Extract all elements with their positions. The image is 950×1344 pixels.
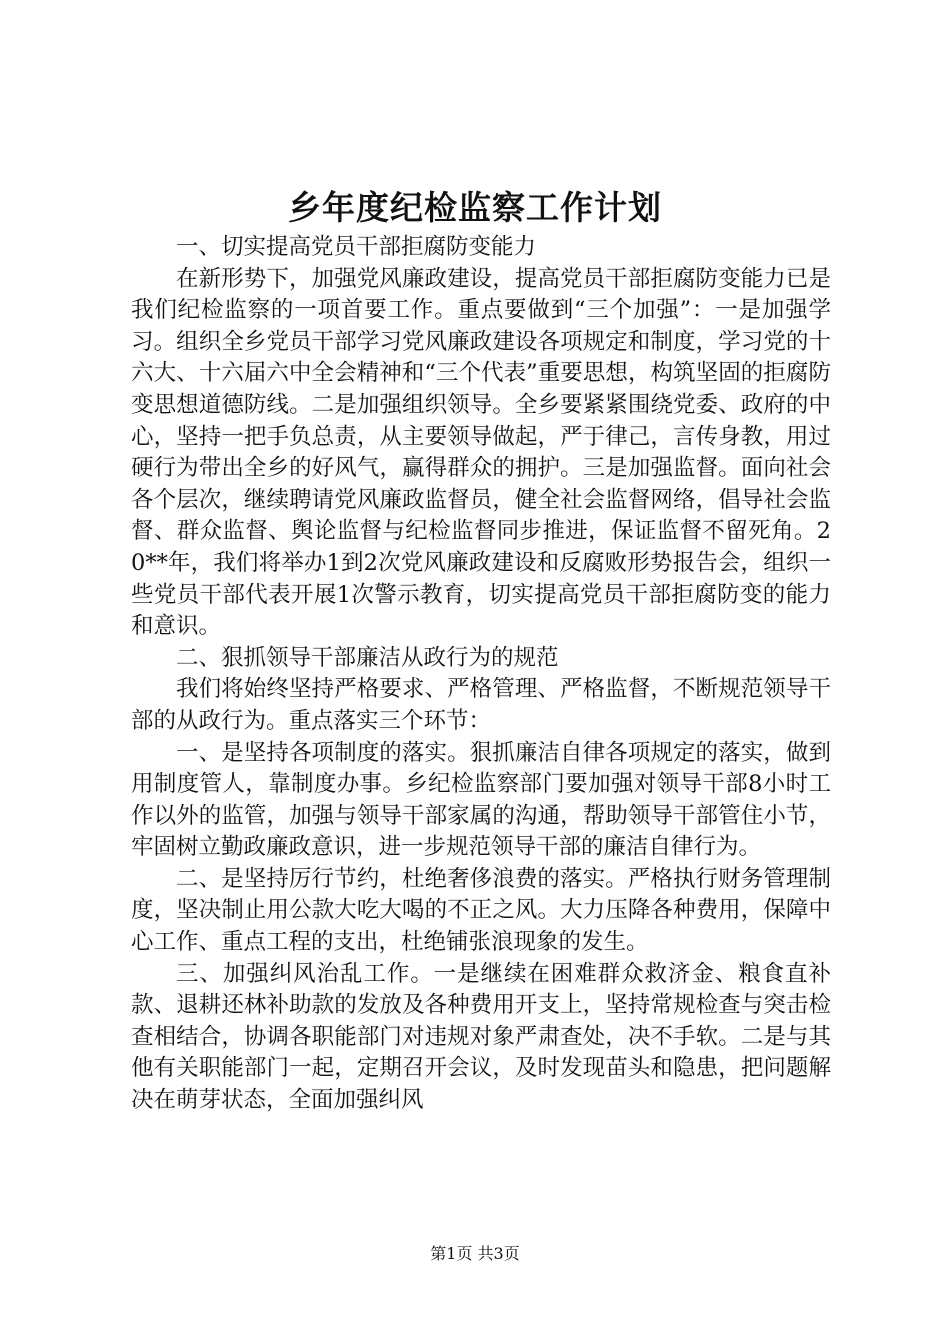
section-heading: 二、狠抓领导干部廉洁从政行为的规范	[176, 644, 559, 671]
paragraph: 二、是坚持厉行节约，杜绝奢侈浪费的落实。严格执行财务管理制度，坚决制止用公款大吃大喝的不正之风。大力压降各种费用，保障中心工作、重点工程的支出，杜绝铺张浪现象的发生。	[131, 865, 831, 956]
paragraph: 三、加强纠风治乱工作。一是继续在困难群众救济金、粮食直补款、退耕还林补助款的发放及各种费用开支上，坚持常规检查与突击检查相结合，协调各职能部门对违规对象严肃查处，决不手软。二是与其他有关职能部门一起，定期召开会议，及时发现苗头和隐患，把问题解决在萌芽状态，全面加强纠风	[131, 960, 831, 1114]
page-footer: 第1页 共3页	[430, 1244, 520, 1263]
document-body	[131, 232, 831, 1117]
paragraph: 我们将始终坚持严格要求、严格管理、严格监督，不断规范领导干部的从政行为。重点落实三个环节：	[131, 676, 831, 734]
paragraph: 一、是坚持各项制度的落实。狠抓廉洁自律各项规定的落实，做到用制度管人，靠制度办事。乡纪检监察部门要加强对领导干部8小时工作以外的监管，加强与领导干部家属的沟通，帮助领导干部管住小节，牢固树立勤政廉政意识，进一步规范领导干部的廉洁自律行为。	[131, 739, 831, 861]
document-title: 乡年度纪检监察工作计划	[288, 188, 662, 227]
paragraph: 在新形势下，加强党风廉政建设，提高党员干部拒腐防变能力已是我们纪检监察的一项首要工作。重点要做到“三个加强”：一是加强学习。组织全乡党员干部学习党风廉政建设各项规定和制度，学习党的十六大、十六届六中全会精神和“三个代表”重要思想，构筑坚固的拒腐防变思想道德防线。二是加强组织领导。全乡要紧紧围绕党委、政府的中心，坚持一把手负总责，从主要领导做起，严于律己，言传身教，用过硬行为带出全乡的好风气，赢得群众的拥护。三是加强监督。面向社会各个层次，继续聘请党风廉政监督员，健全社会监督网络，倡导社会监督、群众监督、舆论监督与纪检监督同步推进，保证监督不留死角。20**年，我们将举办1到2次党风廉政建设和反腐败形势报告会，组织一些党员干部代表开展1次警示教育，切实提高党员干部拒腐防变的能力和意识。	[131, 265, 831, 640]
section-heading: 一、切实提高党员干部拒腐防变能力	[176, 234, 537, 260]
